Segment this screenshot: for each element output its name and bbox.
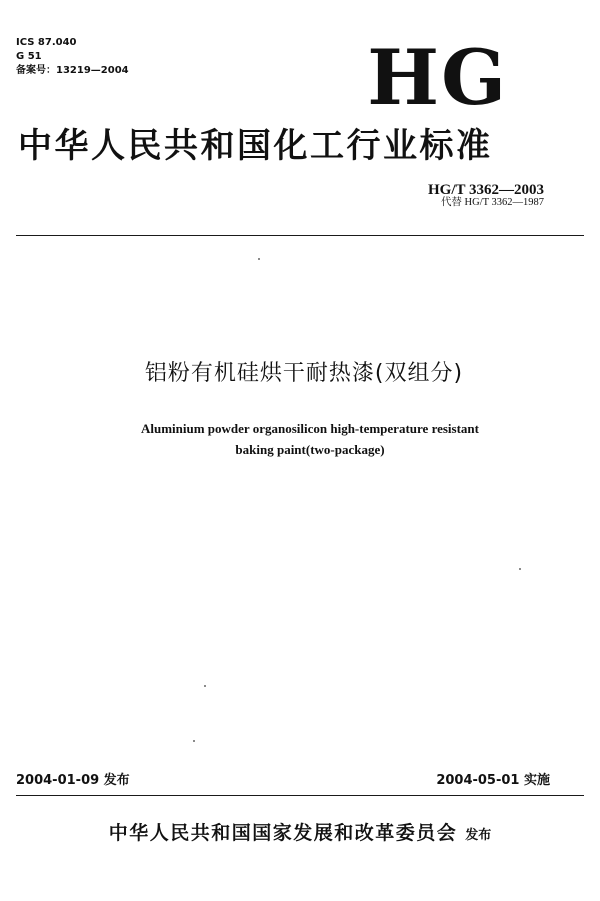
bottom-divider — [16, 795, 584, 796]
standard-title: 中华人民共和国化工行业标准 — [18, 126, 493, 166]
document-title-cn: 铝粉有机硅烘干耐热漆(双组分) — [144, 361, 464, 386]
scan-speck — [204, 685, 206, 687]
hg-logo: HG — [367, 33, 508, 122]
scan-speck — [193, 740, 195, 742]
issue-date: 2004-01-09 发布 — [16, 773, 130, 788]
standard-number: HG/T 3362—2003 — [428, 182, 544, 198]
issuing-authority — [0, 820, 600, 849]
scan-speck — [519, 568, 521, 570]
issuer-name: 中华人民共和国国家发展和改革委员会 — [108, 822, 458, 844]
ics-code: ICS 87.040 — [16, 37, 77, 48]
implementation-date: 2004-05-01 实施 — [436, 773, 550, 788]
top-divider — [16, 235, 584, 236]
issuer-suffix: 发布 — [465, 828, 492, 843]
classification-code: G 51 — [16, 51, 42, 62]
scan-speck — [258, 258, 260, 260]
document-title-en-line2: baking paint(two-package) — [235, 442, 385, 457]
record-number: 备案号：13219—2004 — [16, 65, 129, 76]
document-title-en-line1: Aluminium powder organosilicon high-temperature resistant — [140, 421, 479, 436]
replaces-standard: 代替 HG/T 3362—1987 — [440, 197, 544, 208]
